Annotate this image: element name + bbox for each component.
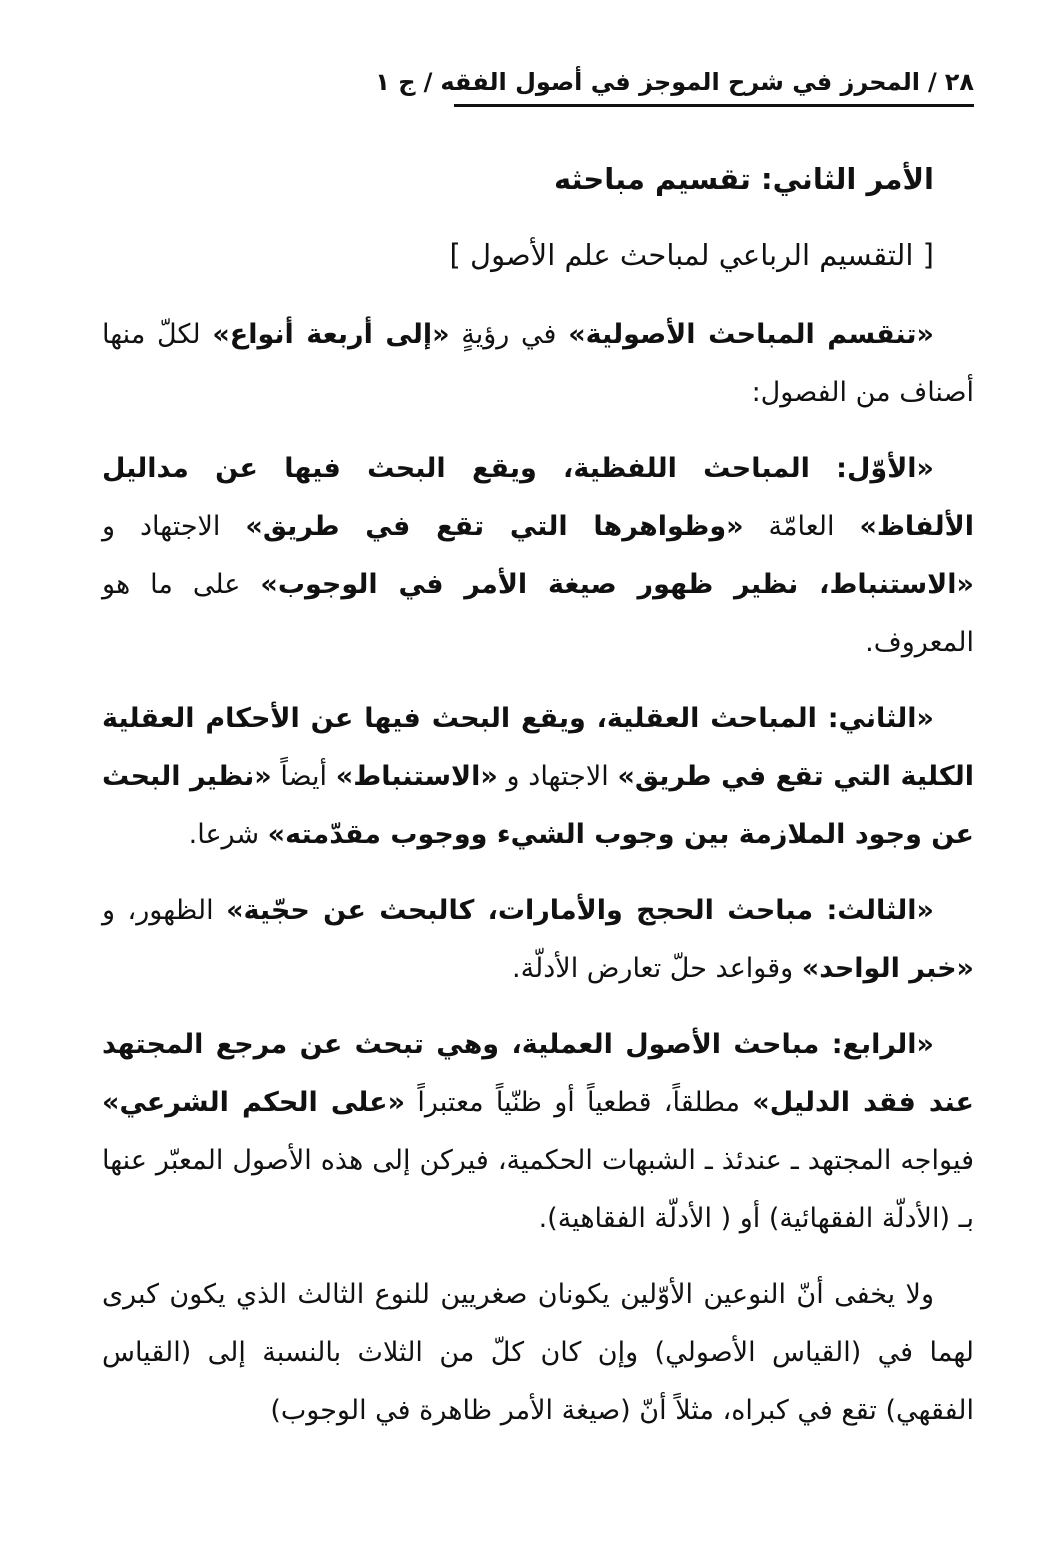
commentary-text: الظهور، و: [102, 895, 227, 926]
commentary-text: على ما هو المعروف.: [102, 569, 974, 658]
paragraph: [102, 306, 974, 422]
commentary-text: العامّة: [743, 511, 860, 542]
quoted-text: «إلى أربعة أنواع»: [212, 319, 450, 350]
paragraph: [102, 440, 974, 672]
commentary-text: الاجتهاد و: [102, 511, 246, 542]
commentary-text: في رؤيةٍ: [449, 319, 569, 350]
section-title: الأمر الثاني: تقسيم مباحثه: [553, 162, 934, 196]
quoted-text: «الثاني: المباحث العقلية، ويقع البحث فيها عن الأحكام العقلية الكلية التي تقع في طريق»: [102, 703, 974, 792]
paragraph: [102, 690, 974, 864]
volume-label: ج ١: [375, 68, 416, 96]
commentary-text: مطلقاً، قطعياً أو ظنّياً معتبراً: [405, 1087, 753, 1118]
page-body: [102, 150, 974, 1458]
paragraph: [102, 882, 974, 998]
quoted-text: «الاستنباط»: [335, 761, 498, 792]
paragraph: [102, 1266, 974, 1440]
commentary-text: لكلّ منها أصناف من الفصول:: [102, 319, 974, 408]
running-header: [375, 60, 974, 107]
quoted-text: «وظواهرها التي تقع في طريق»: [245, 511, 744, 542]
quoted-text: «الاستنباط، نظير ظهور صيغة الأمر في الوجوب»: [260, 569, 974, 600]
header-separator: /: [927, 68, 937, 96]
quoted-text: «نظير البحث عن وجود الملازمة بين وجوب الشيء ووجوب مقدّمته»: [102, 761, 974, 850]
subsection-title: [ التقسيم الرباعي لمباحث علم الأصول ]: [449, 238, 934, 272]
quoted-text: «على الحكم الشرعي»: [102, 1087, 406, 1118]
quoted-text: «الرابع: مباحث الأصول العملية، وهي تبحث عن مرجع المجتهد عند فقد الدليل»: [102, 1029, 974, 1118]
paragraph: [102, 1016, 974, 1248]
commentary-text: ولا يخفى أنّ النوعين الأوّلين يكونان صغريين للنوع الثالث الذي يكون كبرى لهما في (القياس الأصولي) وإن كان كلّ من الثلاث بالنسبة إلى (القياس الفقهي) تقع في كبراه، مثلاً أنّ (صيغة الأمر ظاهرة في الوجوب): [102, 1279, 974, 1426]
book-title: المحرز في شرح الموجز في أصول الفقه: [440, 68, 920, 96]
quoted-text: «الثالث: مباحث الحجج والأمارات، كالبحث عن حجّية»: [226, 895, 934, 926]
commentary-text: وقواعد حلّ تعارض الأدلّة.: [511, 953, 802, 984]
quoted-text: «الأوّل: المباحث اللفظية، ويقع البحث فيها عن مداليل الألفاظ»: [102, 453, 974, 542]
commentary-text: الاجتهاد و: [497, 761, 618, 792]
quoted-text: «خبر الواحد»: [801, 953, 974, 984]
page-number: ٢٨: [944, 68, 974, 96]
commentary-text: أيضاً: [271, 761, 336, 792]
quoted-text: «تنقسم المباحث الأصولية»: [568, 319, 934, 350]
volume-separator: /: [423, 68, 433, 96]
commentary-text: فيواجه المجتهد ـ عندئذ ـ الشبهات الحكمية، فيركن إلى هذه الأصول المعبّر عنها بـ (الأدلّة الفقهائية) أو ( الأدلّة الفقاهية).: [102, 1145, 974, 1234]
commentary-text: شرعا.: [188, 819, 268, 850]
paragraph-list: [102, 306, 974, 1440]
